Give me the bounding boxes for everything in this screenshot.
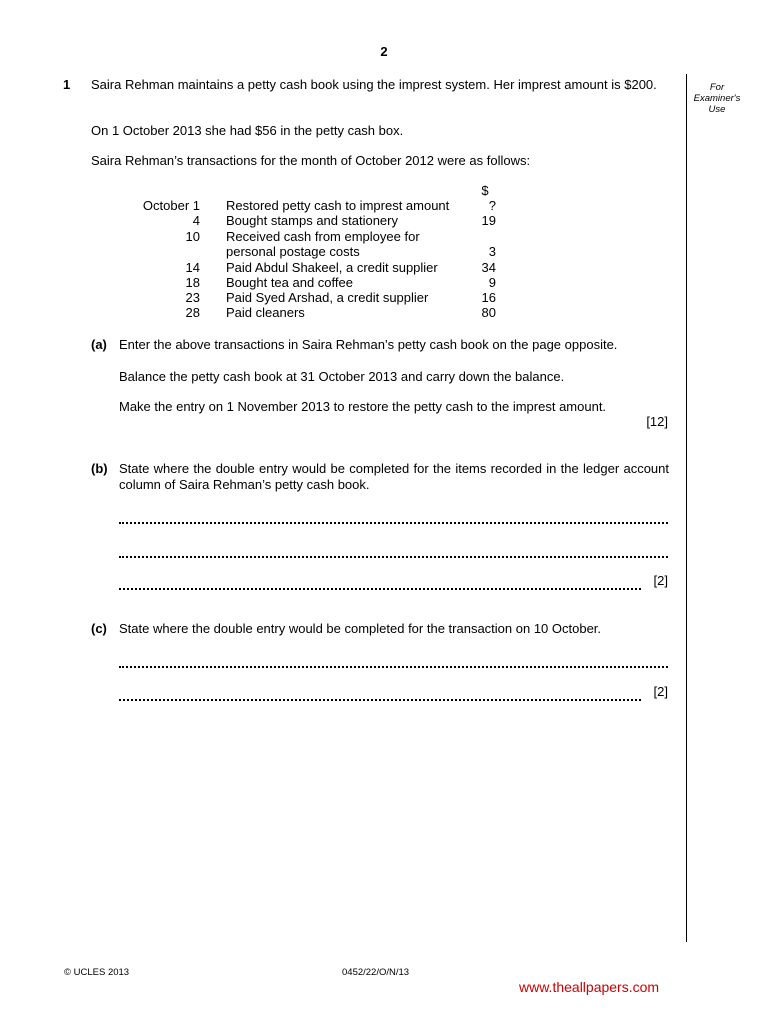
part-a-instruction: Make the entry on 1 November 2013 to restore the petty cash to the imprest amount. [119, 399, 607, 414]
question-number: 1 [63, 77, 71, 92]
transaction-row [130, 229, 510, 244]
transaction-description: Bought stamps and stationery [226, 213, 398, 228]
part-b-label: (b) [91, 461, 108, 476]
answer-line[interactable] [119, 699, 641, 701]
transactions-intro: Saira Rehman’s transactions for the month of October 2012 were as follows: [91, 153, 531, 168]
transaction-amount: 80 [481, 305, 496, 320]
transaction-description: Restored petty cash to imprest amount [226, 198, 450, 213]
part-a-label: (a) [91, 337, 107, 352]
transaction-day: 23 [185, 290, 200, 305]
footer-paper-code: 0452/22/O/N/13 [342, 967, 410, 978]
transaction-description: Paid Syed Arshad, a credit supplier [226, 290, 429, 305]
examiner-margin-line [686, 74, 687, 942]
examiner-use-note [684, 82, 750, 115]
transaction-description: Bought tea and coffee [226, 275, 353, 290]
examiner-note-line: For [709, 82, 725, 93]
transaction-row [130, 213, 510, 228]
transaction-row [130, 290, 510, 305]
transaction-day: 4 [192, 213, 200, 228]
transaction-amount: 9 [488, 275, 496, 290]
transaction-row [130, 275, 510, 290]
answer-line[interactable] [119, 588, 641, 590]
page-number: 2 [380, 44, 388, 59]
footer-copyright: © UCLES 2013 [64, 967, 130, 978]
transaction-row [130, 260, 510, 275]
transaction-amount: 3 [488, 244, 496, 259]
part-a-marks: [12] [646, 414, 668, 429]
transaction-day: 28 [185, 305, 200, 320]
answer-line[interactable] [119, 522, 668, 524]
answer-line[interactable] [119, 666, 668, 668]
transaction-description: Paid Abdul Shakeel, a credit supplier [226, 260, 438, 275]
part-c-label: (c) [91, 621, 107, 636]
examiner-note-line: Examiner's [693, 93, 741, 104]
answer-line[interactable] [119, 556, 668, 558]
transaction-amount: 19 [481, 213, 496, 228]
currency-header: $ [481, 183, 489, 198]
transaction-row [130, 198, 510, 213]
transaction-amount: 34 [481, 260, 496, 275]
footer-website-link[interactable]: www.theallpapers.com [519, 979, 660, 995]
transaction-row [130, 244, 510, 259]
transaction-day: 10 [185, 229, 200, 244]
transaction-row [130, 305, 510, 320]
examiner-note-line: Use [708, 104, 726, 115]
transaction-description: personal postage costs [226, 244, 360, 259]
transaction-amount: ? [488, 198, 496, 213]
transaction-day: October 1 [142, 198, 200, 213]
part-a-instruction: Balance the petty cash book at 31 October 2013 and carry down the balance. [119, 369, 565, 384]
part-b-marks: [2] [653, 573, 668, 588]
transaction-amount: 16 [481, 290, 496, 305]
transaction-description: Received cash from employee for [226, 229, 420, 244]
part-c-marks: [2] [653, 684, 668, 699]
transaction-description: Paid cleaners [226, 305, 305, 320]
part-a-instruction: Enter the above transactions in Saira Rehman’s petty cash book on the page opposite. [119, 337, 618, 352]
question-intro: Saira Rehman maintains a petty cash book using the imprest system. Her imprest amount is $200. [91, 77, 657, 92]
transaction-day: 14 [185, 260, 200, 275]
part-b-question: State where the double entry would be completed for the items recorded in the ledger account column of Saira Rehman’s petty cash book. [119, 461, 669, 492]
part-c-question: State where the double entry would be completed for the transaction on 10 October. [119, 621, 602, 636]
opening-balance-text: On 1 October 2013 she had $56 in the petty cash box. [91, 123, 404, 138]
transaction-day: 18 [185, 275, 200, 290]
